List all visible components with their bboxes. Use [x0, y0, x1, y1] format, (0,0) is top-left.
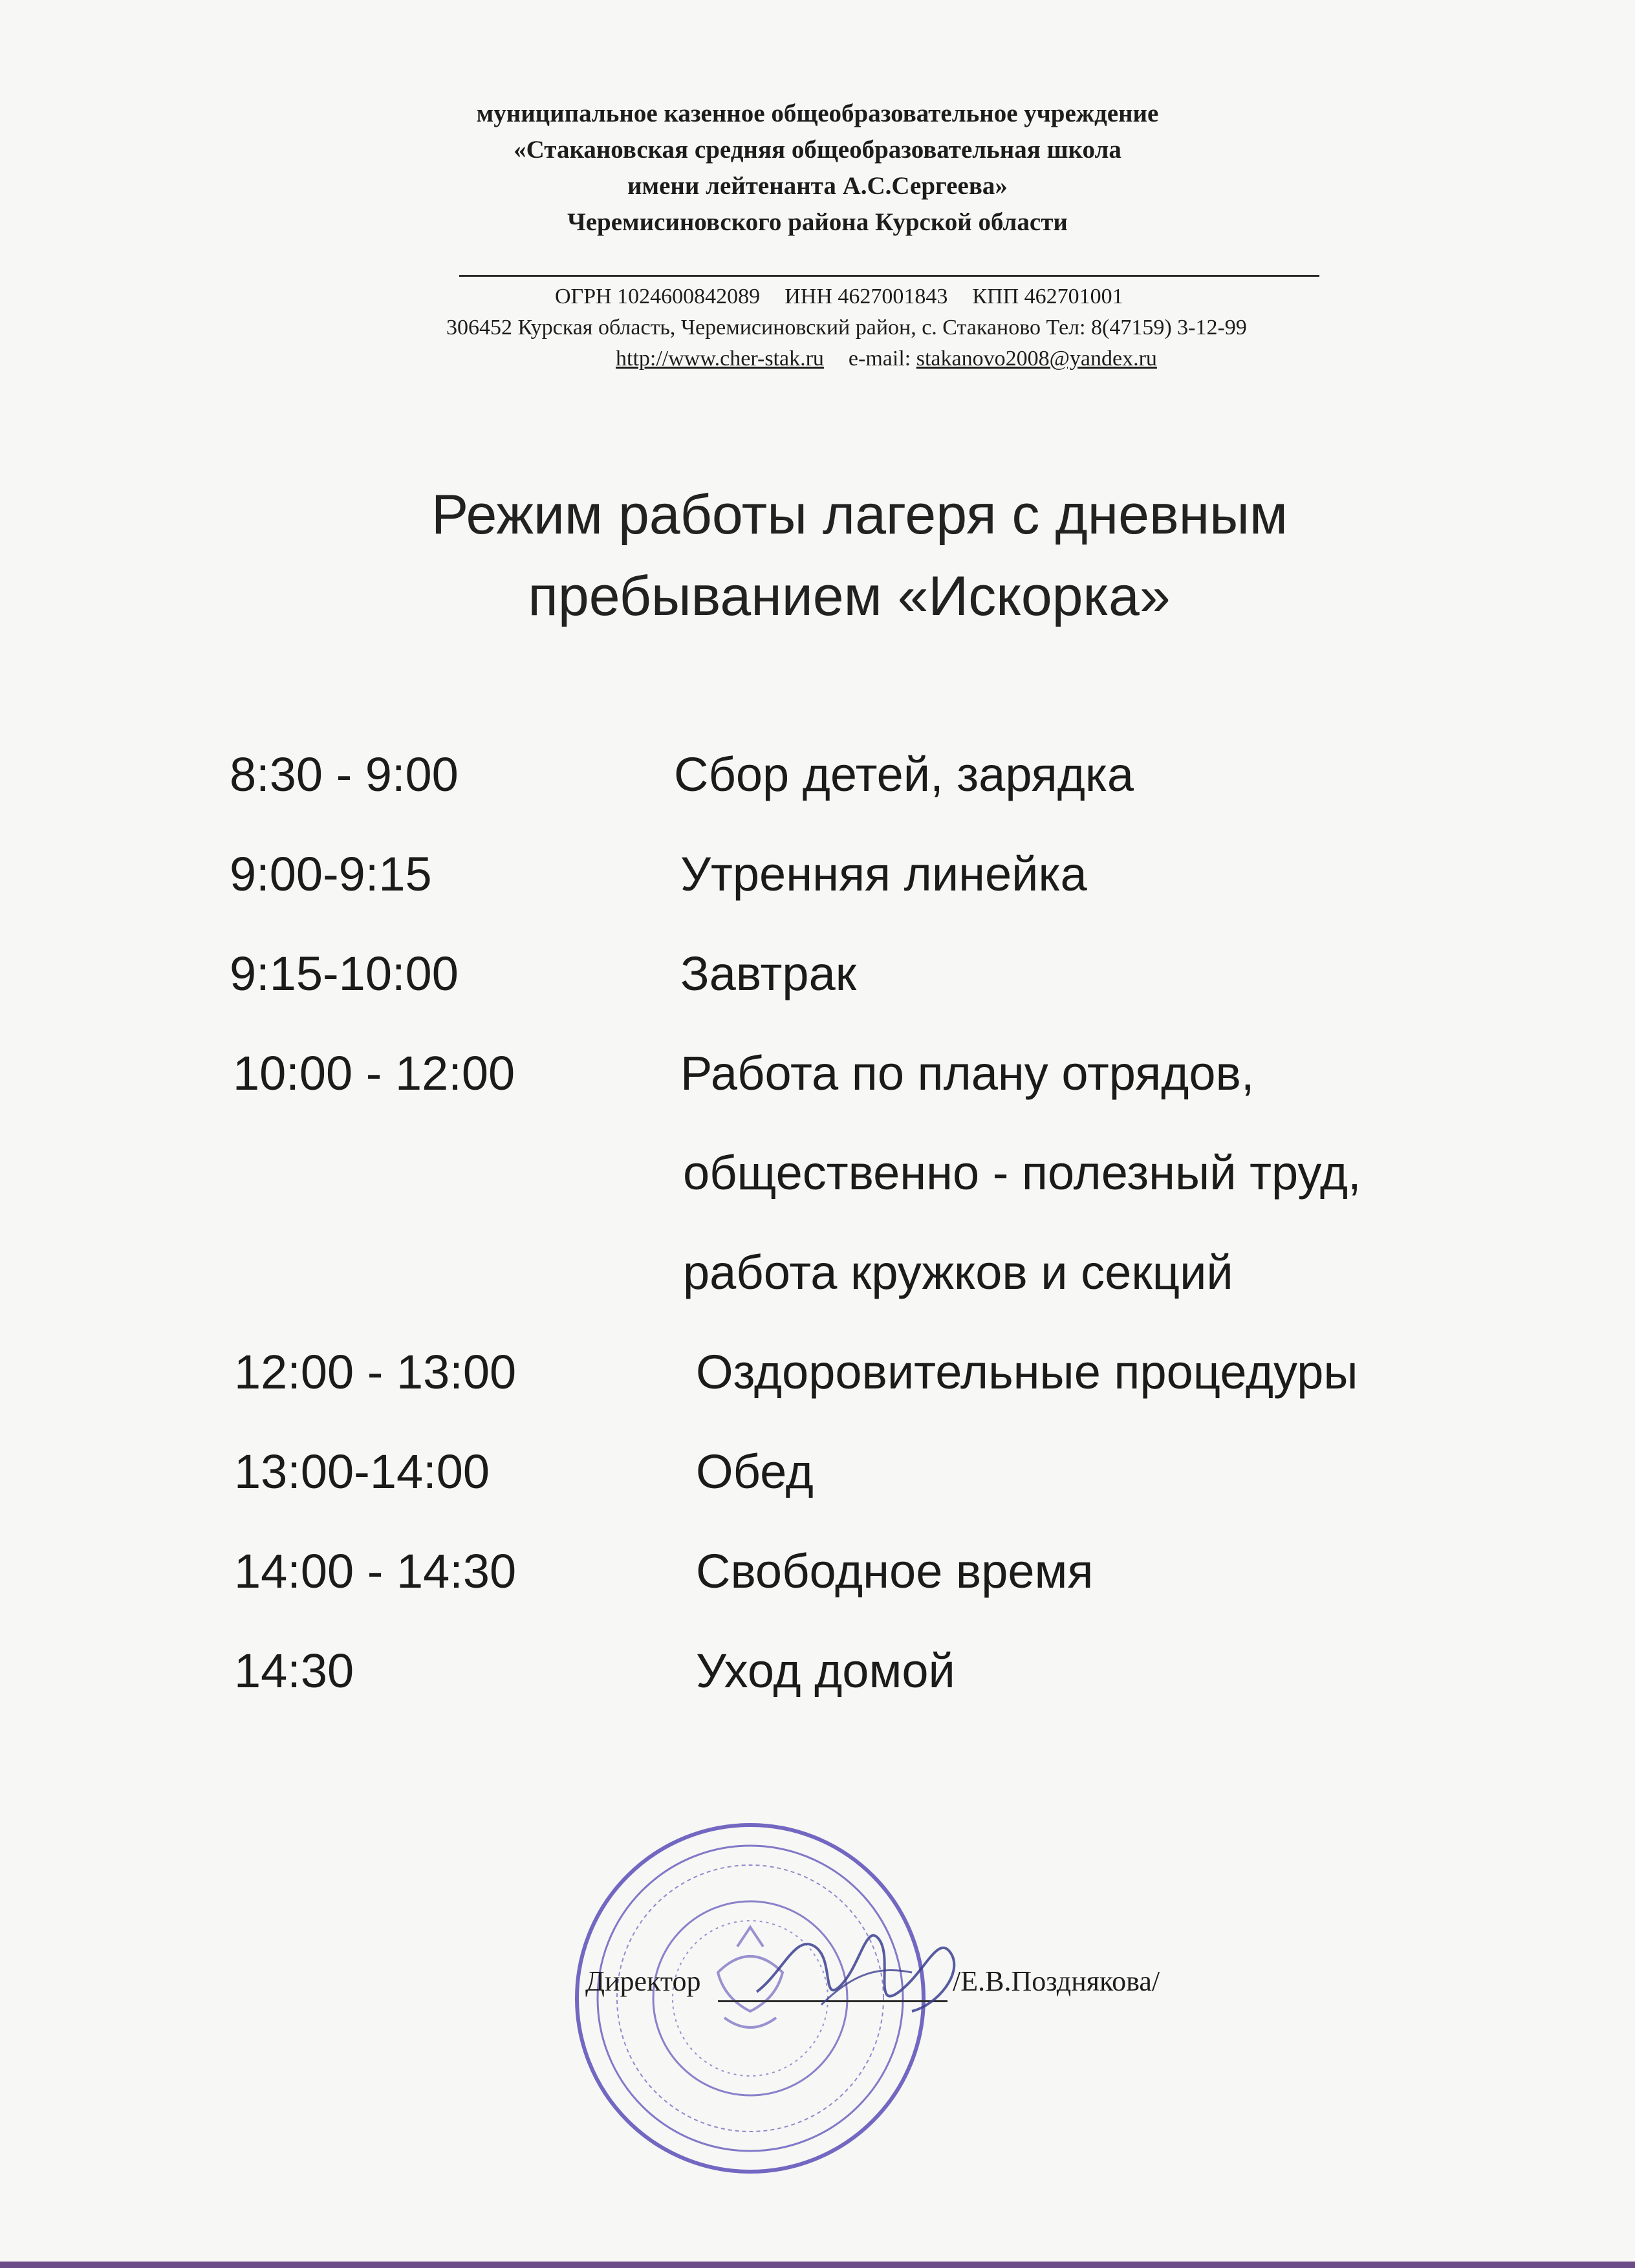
- schedule-time: 12:00 - 13:00: [234, 1345, 517, 1399]
- schedule-activity: Сбор детей, зарядка: [674, 748, 1134, 801]
- schedule-row: [0, 1340, 1635, 1411]
- org-line-4: Черемисиновского района Курской области: [567, 208, 1068, 236]
- schedule-row: [0, 1440, 1635, 1511]
- title-line-1: Режим работы лагеря с дневным: [431, 484, 1288, 546]
- registration-numbers: [555, 285, 1123, 309]
- schedule-time: 8:30 - 9:00: [230, 748, 459, 801]
- schedule-row: [0, 942, 1635, 1013]
- schedule-row: [0, 742, 1635, 814]
- schedule-activity: общественно - полезный труд,: [683, 1146, 1361, 1200]
- page-title: [0, 474, 1635, 637]
- address: 306452 Курская область, Черемисиновский район, с. Стаканово Тел: 8(47159) 3-12-99: [446, 316, 1247, 340]
- title-line-2: пребыванием «Искорка»: [528, 565, 1171, 627]
- schedule-activity: Оздоровительные процедуры: [696, 1345, 1358, 1399]
- scan-edge: [0, 2262, 1635, 2268]
- organization-header: [0, 96, 1635, 241]
- org-line-3: имени лейтенанта А.С.Сергеева»: [627, 172, 1008, 200]
- schedule-row: [0, 842, 1635, 913]
- schedule-activity: Завтрак: [680, 947, 857, 1000]
- schedule-row: [0, 1240, 1635, 1312]
- inn: ИНН 4627001843: [785, 285, 948, 308]
- schedule-activity: работа кружков и секций: [683, 1246, 1233, 1299]
- org-line-1: муниципальное казенное общеобразовательное учреждение: [476, 100, 1159, 127]
- email-link[interactable]: stakanovo2008@yandex.ru: [916, 347, 1157, 371]
- schedule-time: 14:30: [234, 1644, 354, 1698]
- schedule-row: [0, 1539, 1635, 1610]
- schedule-time: 10:00 - 12:00: [233, 1046, 515, 1100]
- handwritten-signature: [744, 1895, 977, 2037]
- contacts: [616, 347, 1157, 371]
- schedule-time: 13:00-14:00: [234, 1445, 490, 1498]
- org-line-2: «Стакановская средняя общеобразовательная школа: [514, 136, 1121, 164]
- schedule-row: [0, 1041, 1635, 1112]
- schedule-time: 14:00 - 14:30: [234, 1544, 517, 1598]
- schedule-row: [0, 1141, 1635, 1212]
- schedule-activity: Работа по плану отрядов,: [680, 1046, 1255, 1100]
- email-label: e-mail:: [848, 347, 911, 371]
- signature-role: Директор: [585, 1965, 701, 1997]
- kpp: КПП 462701001: [972, 285, 1123, 308]
- schedule-row: [0, 1639, 1635, 1710]
- schedule-activity: Утренняя линейка: [680, 847, 1087, 901]
- schedule-activity: Свободное время: [696, 1544, 1094, 1598]
- schedule-time: 9:00-9:15: [230, 847, 432, 901]
- schedule-time: 9:15-10:00: [230, 947, 459, 1000]
- schedule-activity: Обед: [696, 1445, 814, 1498]
- ogrn: ОГРН 1024600842089: [555, 285, 761, 308]
- signature-name: /Е.В.Позднякова/: [953, 1965, 1160, 1997]
- header-divider: [459, 275, 1319, 277]
- schedule-activity: Уход домой: [696, 1644, 955, 1698]
- website-link[interactable]: http://www.cher-stak.ru: [616, 347, 824, 371]
